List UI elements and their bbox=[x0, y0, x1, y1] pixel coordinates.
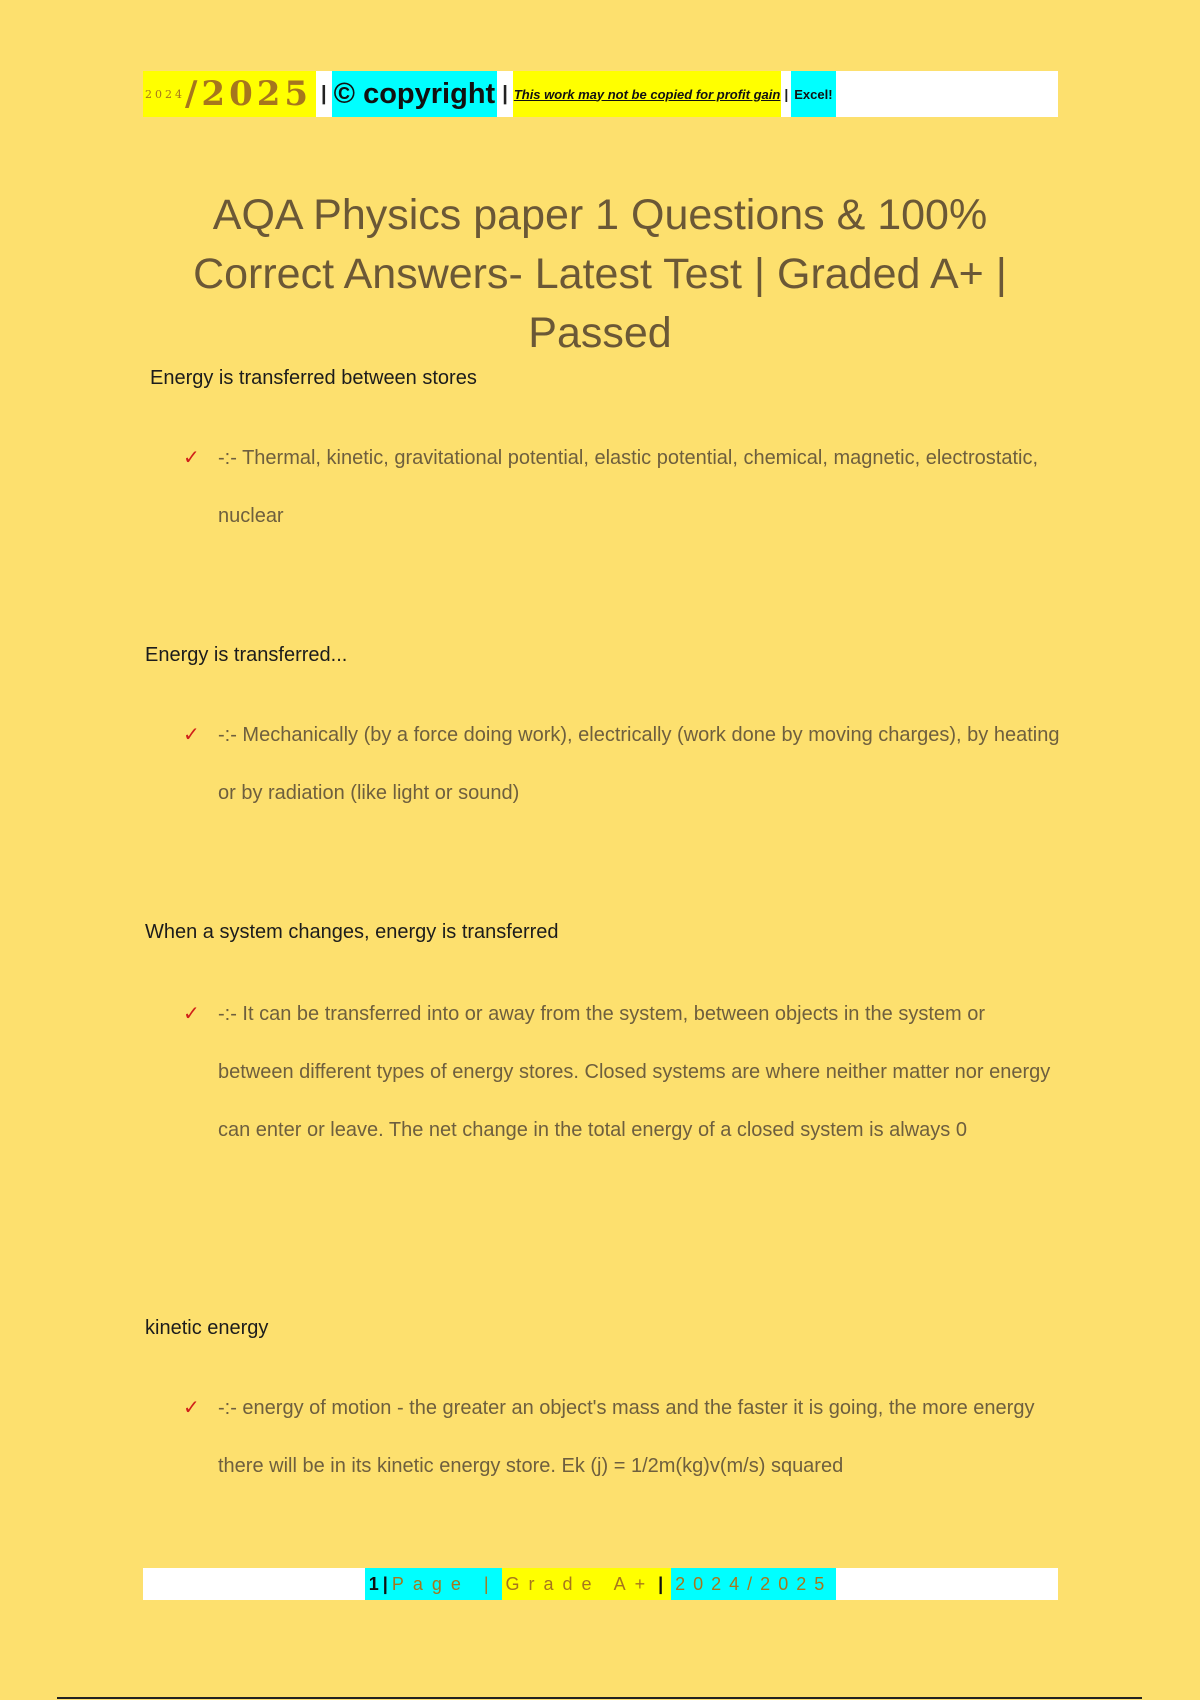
footer-year: 2024/2025 bbox=[675, 1573, 833, 1594]
answer-1 bbox=[183, 429, 1063, 545]
footer-year-highlight bbox=[671, 1568, 836, 1600]
question-3: When a system changes, energy is transferred bbox=[145, 921, 559, 943]
footer-grade: Grade A+ bbox=[505, 1573, 655, 1594]
answer-4-text: -:- energy of motion - the greater an object's mass and the faster it is going, the more energy there will be in its kinetic energy store. Ek (j) = 1/2m(kg)v(m/s) squared bbox=[218, 1397, 1035, 1477]
header-notice: This work may not be copied for profit gain bbox=[513, 86, 781, 102]
header-copyright-highlight bbox=[332, 71, 498, 117]
page-footer bbox=[143, 1568, 1058, 1600]
bottom-rule bbox=[57, 1697, 1142, 1699]
footer-page-label: Page | bbox=[391, 1573, 498, 1594]
answer-2-text: -:- Mechanically (by a force doing work), electrically (work done by moving charges), by heating or by radiation (like light or sound) bbox=[218, 724, 1060, 804]
header-separator: | bbox=[502, 82, 508, 105]
question-1: Energy is transferred between stores bbox=[150, 367, 477, 389]
check-mark-icon: ✓ bbox=[183, 1397, 200, 1419]
document-title: AQA Physics paper 1 Questions & 100% Correct Answers- Latest Test | Graded A+ | Passed bbox=[193, 191, 1007, 357]
answer-4 bbox=[183, 1379, 1063, 1495]
page-header-banner bbox=[143, 71, 1058, 117]
header-year-highlight bbox=[143, 71, 316, 117]
check-mark-icon: ✓ bbox=[183, 1003, 200, 1025]
question-4: kinetic energy bbox=[145, 1317, 269, 1339]
header-copyright: © copyright bbox=[333, 77, 496, 110]
footer-bar: | bbox=[658, 1573, 664, 1594]
answer-3 bbox=[183, 985, 1063, 1159]
check-mark-icon: ✓ bbox=[183, 724, 200, 746]
header-notice-highlight bbox=[513, 71, 782, 117]
header-separator: | bbox=[321, 82, 327, 105]
header-year-end: /2025 bbox=[185, 74, 313, 114]
header-excel-highlight bbox=[791, 71, 835, 117]
question-2: Energy is transferred... bbox=[145, 644, 348, 666]
answer-1-text: -:- Thermal, kinetic, gravitational potential, elastic potential, chemical, magnetic, electrostatic, nuclear bbox=[218, 447, 1038, 527]
header-excel: Excel! bbox=[794, 86, 833, 102]
check-mark-icon: ✓ bbox=[183, 447, 200, 469]
header-separator: | bbox=[784, 86, 789, 102]
footer-page-number: 1 bbox=[368, 1573, 379, 1594]
answer-3-text: -:- It can be transferred into or away from the system, between objects in the system or between different types of energy stores. Closed systems are where neither matter nor energy can enter or leave. The net change in the total energy of a closed system is always 0 bbox=[218, 1003, 1051, 1141]
footer-grade-highlight bbox=[502, 1568, 672, 1600]
footer-bar: | bbox=[382, 1573, 388, 1594]
answer-2 bbox=[183, 706, 1063, 822]
footer-page-highlight bbox=[365, 1568, 502, 1600]
header-year-start: 2024 bbox=[145, 87, 185, 101]
